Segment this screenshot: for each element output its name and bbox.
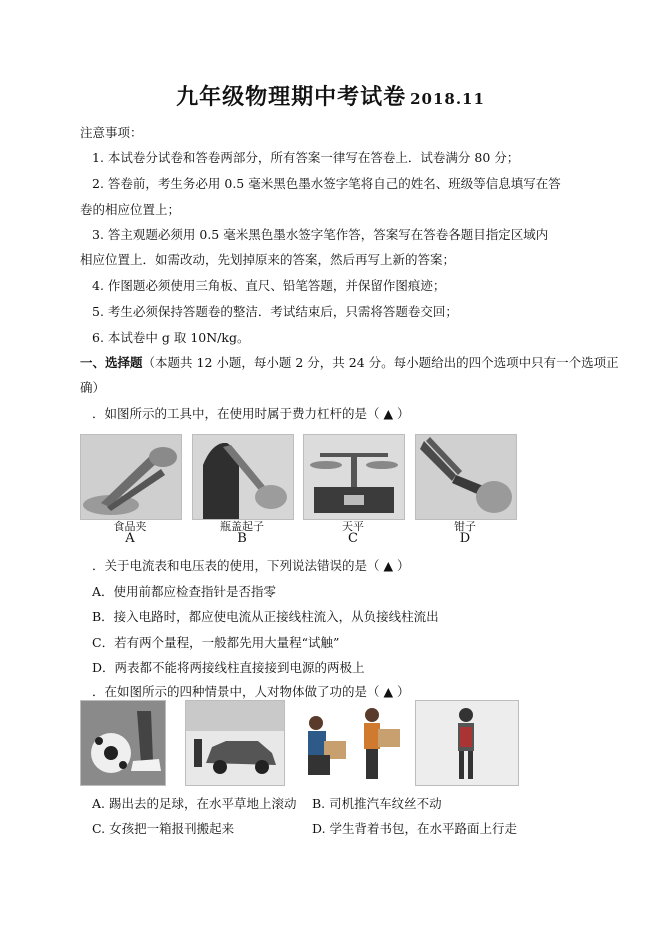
section-heading bbox=[80, 353, 619, 371]
note-line: 相应位置上．如需改动，先划掉原来的答案，然后再写上新的答案； bbox=[80, 252, 456, 267]
box-lifting-photo bbox=[297, 700, 409, 786]
pliers-photo bbox=[415, 434, 517, 520]
q2-option-a: A．使用前都应检查指针是否指零 bbox=[92, 584, 277, 599]
note-line: 2. 答卷前，考生务必用 0.5 毫米黑色墨水签字笔将自己的姓名、班级等信息填写在答 bbox=[92, 176, 561, 191]
q3-option-b: B. 司机推汽车纹丝不动 bbox=[312, 796, 442, 811]
caption-d: 钳子 bbox=[454, 520, 476, 533]
q3-option-c: C. 女孩把一箱报刊搬起来 bbox=[92, 821, 235, 836]
caption-c: 天平 bbox=[342, 520, 364, 533]
question-2-stem: ．关于电流表和电压表的使用，下列说法错误的是（ ▲ ） bbox=[92, 558, 410, 573]
exam-date: 2018.11 bbox=[410, 90, 485, 108]
note-line: 1. 本试卷分试卷和答卷两部分，所有答案一律写在答卷上．试卷满分 80 分； bbox=[92, 150, 520, 165]
q2-option-b: B．接入电路时，都应使电流从正接线柱流入，从负接线柱流出 bbox=[92, 609, 439, 624]
note-line: 6. 本试卷中 g 取 10N/kg。 bbox=[92, 330, 250, 345]
question-3-stem: ．在如图所示的四种情景中，人对物体做了功的是（ ▲ ） bbox=[92, 684, 410, 699]
balance-scale-photo bbox=[303, 434, 405, 520]
q2-option-c: C．若有两个量程，一般都先用大量程“试触” bbox=[92, 635, 340, 650]
option-letter-d: D bbox=[459, 531, 471, 546]
q2-option-d: D．两表都不能将两接线柱直接接到电源的两极上 bbox=[92, 660, 365, 675]
note-line: 5. 考生必须保持答题卷的整洁．考试结束后，只需将答题卷交回； bbox=[92, 304, 458, 319]
question-1-stem: ．如图所示的工具中，在使用时属于费力杠杆的是（ ▲ ） bbox=[92, 406, 410, 421]
food-tongs-photo bbox=[80, 434, 182, 520]
section-title: 一、选择题 bbox=[80, 355, 143, 370]
page-title bbox=[0, 80, 661, 111]
section-desc: （本题共 12 小题，每小题 2 分，共 24 分。每小题给出的四个选项中只有一个选项正 bbox=[142, 355, 619, 370]
note-line: 卷的相应位置上； bbox=[80, 202, 181, 217]
car-push-photo bbox=[185, 700, 285, 786]
notes-heading: 注意事项： bbox=[80, 125, 143, 140]
q3-option-a: A. 踢出去的足球，在水平草地上滚动 bbox=[92, 796, 297, 811]
note-line: 3. 答主观题必须用 0.5 毫米黑色墨水签字笔作答，答案写在答卷各题目指定区域内 bbox=[92, 227, 549, 242]
caption-b: 瓶盖起子 bbox=[220, 520, 264, 533]
q3-option-d: D. 学生背着书包，在水平路面上行走 bbox=[312, 821, 518, 836]
option-letter-a: A bbox=[125, 531, 135, 546]
note-line: 4. 作图题必须使用三角板、直尺、铅笔答题，并保留作图痕迹； bbox=[92, 278, 446, 293]
option-letter-b: B bbox=[237, 531, 247, 546]
title-text: 九年级物理期中考试卷 bbox=[176, 84, 407, 110]
section-desc-cont: 确） bbox=[80, 380, 106, 395]
bottle-opener-photo bbox=[192, 434, 294, 520]
student-backpack-photo bbox=[415, 700, 519, 786]
option-letter-c: C bbox=[348, 531, 358, 546]
soccer-ball-photo bbox=[80, 700, 166, 786]
caption-a: 食品夹 bbox=[113, 520, 147, 533]
